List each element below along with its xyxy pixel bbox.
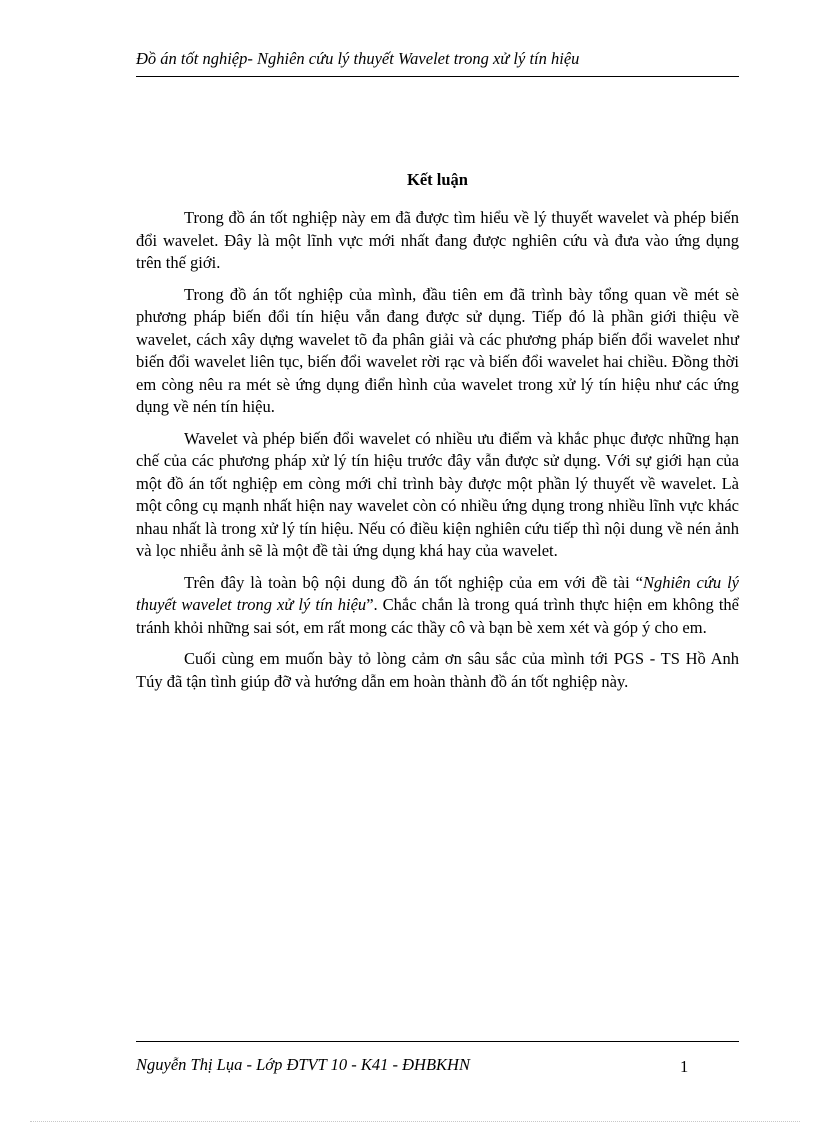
paragraph-2: Trong đồ án tốt nghiệp của mình, đầu tiên em đã trình bày tổng quan về mét sè phương pháp biến đổi tín hiệu vẫn đang được sử dụng. Tiếp đó là phần giới thiệu về wavelet, cách xây dựng wavelet tõ đa phân giải và các phương pháp biến đổi wavelet như biến đổi wavelet liên tục, biến đổi wavelet rời rạc và biến đổi wavelet hai chiều. Đồng thời em còng nêu ra mét sè ứng dụng điển hình của wavelet trong xử lý tín hiệu như các ứng dụng về nén tín hiệu.: [136, 284, 739, 416]
page-body: [136, 170, 739, 702]
paragraph-5: Cuối cùng em muốn bày tỏ lòng cảm ơn sâu sắc của mình tới PGS - TS Hồ Anh Túy đã tận tình giúp đỡ và hướng dẫn em hoàn thành đồ án tốt nghiệp này.: [136, 649, 739, 691]
running-header: Đồ án tốt nghiệp- Nghiên cứu lý thuyết Wavelet trong xử lý tín hiệu: [136, 49, 580, 68]
header-rule: [136, 76, 739, 77]
paragraph-4: [136, 572, 739, 640]
paragraph-3: Wavelet và phép biến đổi wavelet có nhiều ưu điểm và khắc phục được những hạn chế của các phương pháp xử lý tín hiệu trước đây vẫn được sử dụng. Với sự giới hạn của một đồ án tốt nghiệp em còng mới chỉ trình bày được một phần lý thuyết về wavelet. Là một công cụ mạnh nhất hiện nay wavelet còn có nhiều ứng dụng trong nhiều lĩnh vực khác nhau nhất là trong xử lý tín hiệu. Nếu có điều kiện nghiên cứu tiếp thì nội dung về nén ảnh và lọc nhiễu ảnh sẽ là một đề tài ứng dụng khá hay của wavelet.: [136, 428, 739, 560]
page-number: 1: [680, 1057, 689, 1076]
footer-author: Nguyễn Thị Lụa - Lớp ĐTVT 10 - K41 - ĐHBKHN: [136, 1055, 470, 1074]
paragraph-1: Trong đồ án tốt nghiệp này em đã được tìm hiểu về lý thuyết wavelet và phép biến đổi wavelet. Đây là một lĩnh vực mới nhất đang được nghiên cứu và đưa vào ứng dụng trên thế giới.: [136, 208, 739, 272]
page-edge-divider: [30, 1121, 800, 1122]
paragraph-4-lead: Trên đây là toàn bộ nội dung đồ án tốt nghiệp của em với đề tài “: [184, 572, 643, 592]
paragraph-4-tail: ”. Chắc chắn là trong quá trình thực hiện em không thể tránh khỏi những sai sót, em rất mong các thầy cô và bạn bè xem xét và góp ý cho em.: [136, 595, 739, 637]
section-title: Kết luận: [407, 170, 468, 189]
thesis-title-quote: Nghiên cứu lý thuyết wavelet trong xử lý tín hiệu: [136, 572, 739, 614]
footer-rule: [136, 1041, 739, 1042]
